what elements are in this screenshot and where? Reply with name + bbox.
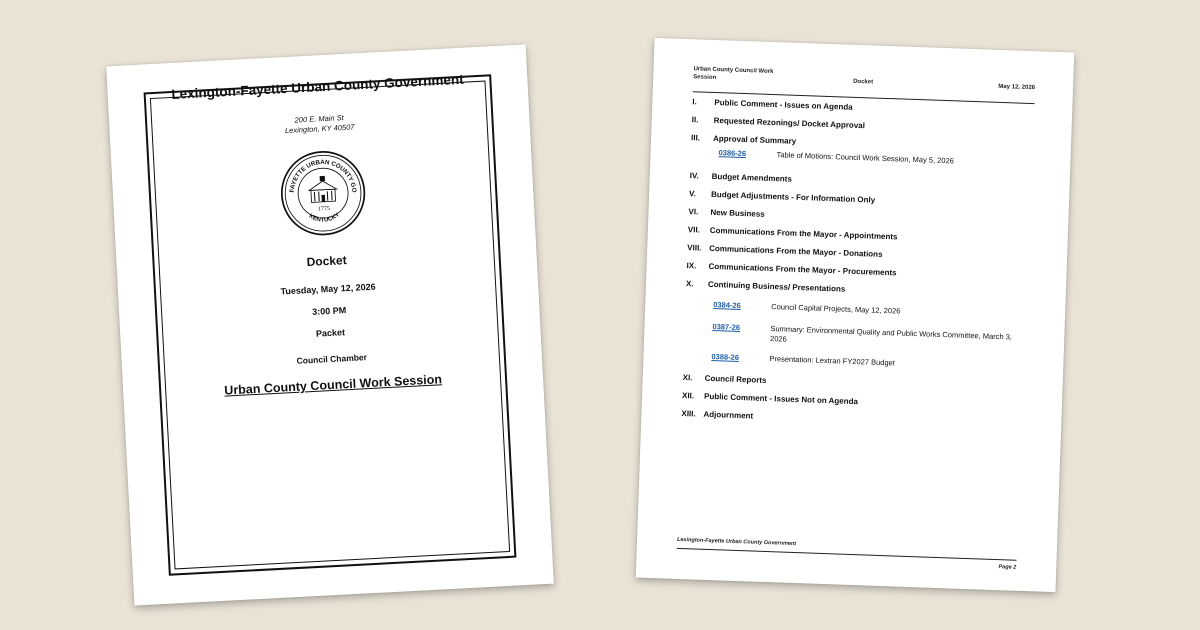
- item-number: IX.: [686, 261, 697, 271]
- page-number: Page 2: [998, 564, 1017, 571]
- item-number: X.: [685, 279, 694, 289]
- packet-label: Packet: [315, 327, 346, 339]
- meeting-location: Council Chamber: [296, 352, 368, 366]
- meeting-name: Urban County Council Work Session: [223, 372, 443, 398]
- item-number: VI.: [688, 207, 699, 217]
- item-number: VIII.: [687, 243, 702, 253]
- item-number: II.: [691, 115, 699, 125]
- agenda-list: [681, 97, 1042, 439]
- item-number: XII.: [681, 391, 695, 401]
- subitem-description: Summary: Environmental Quality and Public Works Committee, March 3, 2026: [769, 324, 1013, 344]
- docket-agenda-page: [636, 38, 1075, 592]
- file-number-link[interactable]: 0384-26: [713, 300, 741, 311]
- item-title: Adjournment: [703, 409, 754, 421]
- item-title: Continuing Business/ Presentations: [707, 279, 846, 294]
- file-number-link[interactable]: 0386-26: [718, 148, 747, 159]
- svg-text:LEXINGTON FAYETTE URBAN COUNTY: LEXINGTON FAYETTE URBAN COUNTY GOVERNMENT: [277, 147, 358, 193]
- header-session-name: Urban County Council Work Session: [693, 66, 774, 82]
- subitem-description: Presentation: Lextran FY2027 Budget: [769, 354, 896, 368]
- cover-address: [109, 103, 529, 145]
- address-line-1: 200 E. Main St: [294, 113, 344, 125]
- item-title: Approval of Summary: [712, 133, 797, 146]
- item-number: I.: [692, 97, 697, 107]
- meeting-time: 3:00 PM: [312, 305, 347, 317]
- svg-text:1775: 1775: [317, 206, 331, 213]
- file-number-link[interactable]: 0387-26: [712, 322, 741, 332]
- county-seal-logo: [278, 148, 368, 238]
- item-title: Public Comment - Issues on Agenda: [714, 97, 853, 112]
- item-title: Communications From the Mayor - Procurements: [708, 261, 897, 278]
- item-title: Budget Adjustments - For Information Only: [710, 189, 876, 205]
- item-title: Council Reports: [704, 373, 767, 385]
- header-date: May 12, 2026: [998, 83, 1036, 92]
- item-number: XIII.: [681, 409, 696, 419]
- item-title: Public Comment - Issues Not on Agenda: [703, 391, 859, 407]
- item-title: Communications From the Mayor - Donations: [709, 243, 883, 259]
- footer-divider: [677, 548, 1017, 561]
- cover-org-name: Lexington-Fayette Urban County Government: [171, 71, 464, 102]
- item-number: V.: [688, 189, 697, 199]
- address-line-2: Lexington, KY 40507: [284, 122, 355, 136]
- docket-cover-page: [106, 44, 554, 605]
- file-number-link[interactable]: 0388-26: [711, 352, 740, 362]
- item-number: III.: [690, 133, 701, 143]
- item-number: XI.: [682, 373, 693, 383]
- subitem-description: Table of Motions: Council Work Session, May 5, 2026: [776, 150, 955, 166]
- svg-text:KENTUCKY: KENTUCKY: [307, 212, 342, 224]
- footer-org-name: Lexington-Fayette Urban County Government: [676, 536, 797, 548]
- cover-title: Docket: [306, 253, 347, 270]
- item-title: Communications From the Mayor - Appointments: [709, 225, 898, 242]
- header-title: Docket: [853, 78, 874, 86]
- item-title: Requested Rezonings/ Docket Approval: [713, 115, 866, 131]
- meeting-date: Tuesday, May 12, 2026: [280, 281, 376, 297]
- item-number: IV.: [689, 171, 699, 181]
- item-title: New Business: [710, 207, 765, 219]
- item-title: Budget Amendments: [711, 171, 793, 184]
- subitem-description: Council Capital Projects, May 12, 2026: [771, 302, 901, 316]
- item-number: VII.: [687, 225, 701, 235]
